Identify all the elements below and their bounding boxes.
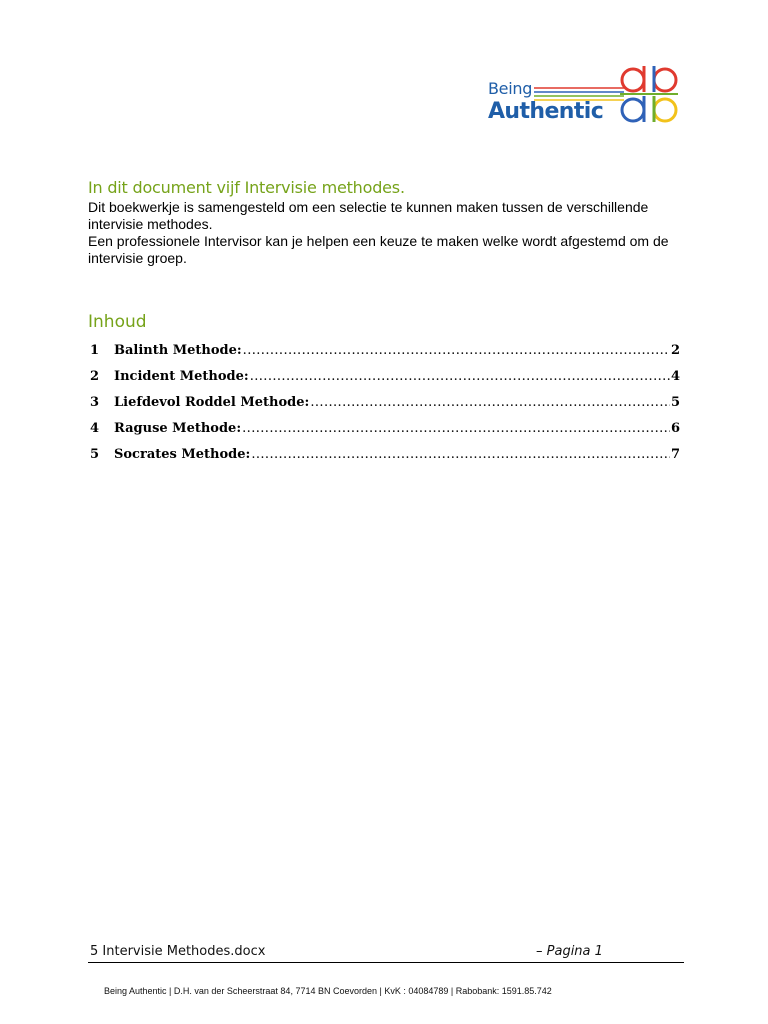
company-logo: [488, 62, 688, 130]
intro-paragraph-2: Een professionele Intervisor kan je helpen een keuze te maken welke wordt afgestemd om de intervisie groep.: [88, 233, 669, 266]
toc-entry-label[interactable]: Socrates Methode:: [114, 447, 251, 462]
footer-filename: 5 Intervisie Methodes.docx: [90, 944, 266, 959]
toc-entry-label[interactable]: Balinth Methode:: [114, 343, 242, 358]
logo-text-authentic: Authentic: [488, 99, 604, 124]
logo-text-being: Being: [488, 79, 533, 98]
footer-page-number: – Pagina 1: [536, 944, 603, 959]
toc-entry[interactable]: [90, 446, 680, 472]
toc-entry[interactable]: [90, 342, 680, 368]
logo-clover-icon: [616, 62, 682, 128]
toc-entry[interactable]: [90, 394, 680, 420]
toc-entry-page[interactable]: 7: [670, 447, 680, 462]
toc-dot-leader: [242, 420, 670, 438]
toc-entry-page[interactable]: 5: [670, 395, 680, 410]
toc-entry-page[interactable]: 2: [670, 343, 680, 358]
toc-dot-leader: [251, 446, 670, 464]
toc-entry-number: 3: [90, 395, 100, 410]
toc-entry-number: 2: [90, 369, 100, 384]
toc-dot-leader: [310, 394, 670, 412]
page-footer: [88, 944, 684, 962]
intro-paragraph-1: Dit boekwerkje is samengesteld om een selectie te kunnen maken tussen de verschillende intervisie methodes.: [88, 199, 649, 232]
toc-entry[interactable]: [90, 368, 680, 394]
intro-text: [88, 199, 678, 267]
toc-entry-page[interactable]: 4: [670, 369, 680, 384]
toc-entry[interactable]: [90, 420, 680, 446]
toc-entry-number: 1: [90, 343, 100, 358]
toc-entry-label[interactable]: Raguse Methode:: [114, 421, 242, 436]
table-of-contents: [90, 342, 680, 472]
toc-dot-leader: [250, 368, 670, 386]
toc-heading: Inhoud: [88, 312, 147, 332]
toc-entry-number: 5: [90, 447, 100, 462]
toc-dot-leader: [243, 342, 670, 360]
toc-entry-label[interactable]: Incident Methode:: [114, 369, 249, 384]
toc-entry-page[interactable]: 6: [670, 421, 680, 436]
toc-entry-label[interactable]: Liefdevol Roddel Methode:: [114, 395, 310, 410]
footer-divider: [88, 962, 684, 963]
intro-heading: In dit document vijf Intervisie methodes.: [88, 178, 405, 197]
toc-entry-number: 4: [90, 421, 100, 436]
footer-contact-line: Being Authentic | D.H. van der Scheerstraat 84, 7714 BN Coevorden | KvK : 04084789 | Rabobank: 1591.85.742: [104, 986, 552, 996]
